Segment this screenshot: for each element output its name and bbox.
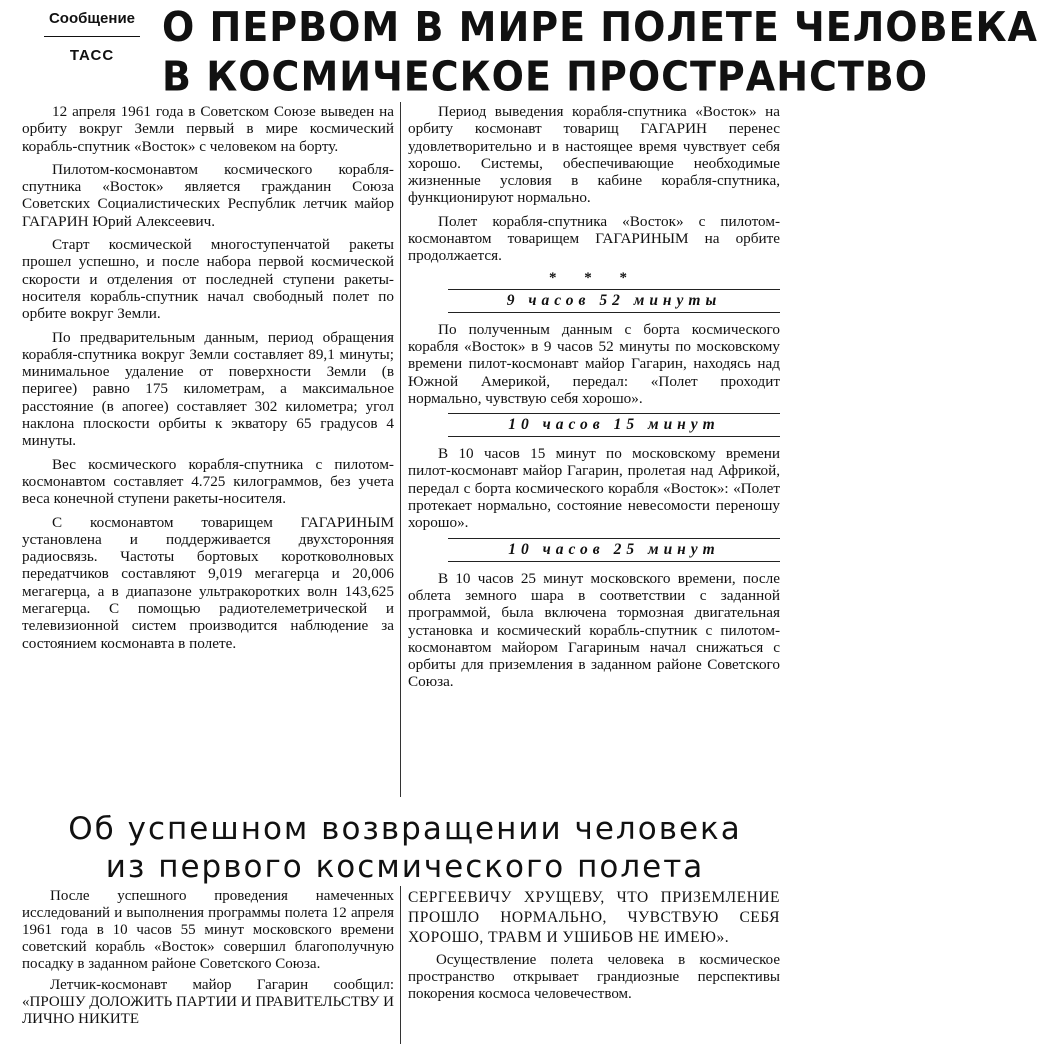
time-subhead: 10 часов 15 минут	[448, 413, 780, 437]
paragraph: В 10 часов 25 минут московского времени, после облета земного шара в соответствии с заданной программой, была включена тормозная двигательная установка и космический корабль-спутник с пилотом-космонавтом майором Гагариным начал снижаться с орбиты для приземления в заданном районе Советского Союза.	[408, 569, 780, 691]
second-headline	[40, 810, 770, 886]
paragraph: Пилотом-космонавтом космического корабля-спутника «Восток» является гражданин Союза Советских Социалистических Республик летчик майор ГАГАРИН Юрий Алексеевич.	[22, 160, 394, 230]
section-separator: * * *	[549, 269, 639, 286]
paragraph: По предварительным данным, период обращения корабля-спутника вокруг Земли составляет 89,1 минуты; минимальное удаление от поверхности Земли (в перигее) равно 175 километрам, а максимальное расстояние (в апогее) составляет 302 километра; угол наклона плоскости орбиты к экватору 65 градусов 4 минуты.	[22, 328, 394, 450]
paragraph: Период выведения корабля-спутника «Восток» на орбиту космонавт товарищ ГАГАРИН перенес удовлетворительно и в настоящее время чувствует себя хорошо. Системы, обеспечивающие необходимые жизненные условия в кабине корабля-спутника, функционируют нормально.	[408, 103, 780, 207]
column-divider	[400, 886, 401, 1044]
paragraph: Осуществление полета человека в космическое пространство открывает грандиозные перспективы покорения космоса человечеством.	[408, 952, 780, 1002]
source-label	[44, 8, 140, 88]
paragraph: В 10 часов 15 минут по московскому времени пилот-космонавт майор Гагарин, пролетая над Африкой, передал с борта космического корабля «Восток»: «Полет протекает нормально, состояние невесомости переношу хорошо».	[408, 445, 780, 532]
time-subhead: 10 часов 25 минут	[448, 538, 780, 562]
article1-right-column	[408, 103, 780, 697]
page-header	[0, 0, 1038, 101]
time-subhead: 9 часов 52 минуты	[448, 289, 780, 313]
column-divider	[400, 102, 401, 797]
second-headline-line1: Об успешном возвращении человека	[68, 811, 742, 847]
second-headline-line2: из первого космического полета	[105, 849, 705, 885]
headline-line2: В КОСМИЧЕСКОЕ ПРОСТРАНСТВО	[162, 52, 929, 101]
paragraph: Старт космической многоступенчатой ракеты прошел успешно, и после набора первой космической скорости и отделения от последней ступени ракеты-носителя корабль-спутник начал свободный полет по орбите вокруг Земли.	[22, 236, 394, 323]
source-label-line1: Сообщение	[44, 8, 140, 37]
source-label-line2: ТАСС	[69, 47, 115, 64]
article1-left-column	[22, 103, 394, 658]
headline-line1: О ПЕРВОМ В МИРЕ ПОЛЕТЕ ЧЕЛОВЕКА	[162, 3, 1038, 51]
paragraph: Полет корабля-спутника «Восток» с пилотом-космонавтом товарищем ГАГАРИНЫМ на орбите продолжается.	[408, 212, 780, 265]
article2-right-column	[408, 888, 780, 1007]
article2-left-column	[22, 888, 394, 1032]
paragraph: Вес космического корабля-спутника с пилотом-космонавтом составляет 4.725 килограммов, без учета веса конечной ступени ракеты-носителя.	[22, 455, 394, 508]
paragraph: После успешного проведения намеченных исследований и выполнения программы полета 12 апреля 1961 года в 10 часов 55 минут московского времени советский корабль «Восток» совершил благополучную посадку в заданном районе Советского Союза.	[22, 888, 394, 972]
paragraph: 12 апреля 1961 года в Советском Союзе выведен на орбиту вокруг Земли первый в мире космический корабль-спутник «Восток» с человеком на борту.	[22, 103, 394, 155]
paragraph: С космонавтом товарищем ГАГАРИНЫМ установлена и поддерживается двухсторонняя радиосвязь. Частоты бортовых коротковолновых передатчиков составляют 9,019 мегагерца и 20,006 мегагерца, а в диапазоне ультракоротких волн 143,625 мегагерца. С помощью радиотелеметрической и телевизионной систем производится наблюдение за состоянием космонавта в полете.	[22, 513, 394, 652]
paragraph: Летчик-космонавт майор Гагарин сообщил: «ПРОШУ ДОЛОЖИТЬ ПАРТИИ И ПРАВИТЕЛЬСТВУ И ЛИЧНО НИКИТЕ	[22, 977, 394, 1027]
paragraph: СЕРГЕЕВИЧУ ХРУЩЕВУ, ЧТО ПРИЗЕМЛЕНИЕ ПРОШЛО НОРМАЛЬНО, ЧУВСТВУЮ СЕБЯ ХОРОШО, ТРАВМ И УШИБОВ НЕ ИМЕЮ».	[408, 889, 780, 946]
paragraph: По полученным данным с борта космического корабля «Восток» в 9 часов 52 минуты по московскому времени пилот-космонавт майор Гагарин, находясь над Южной Америкой, передал: «Полет проходит нормально, чувствую себя хорошо».	[408, 320, 780, 407]
main-headline	[162, 2, 1038, 101]
